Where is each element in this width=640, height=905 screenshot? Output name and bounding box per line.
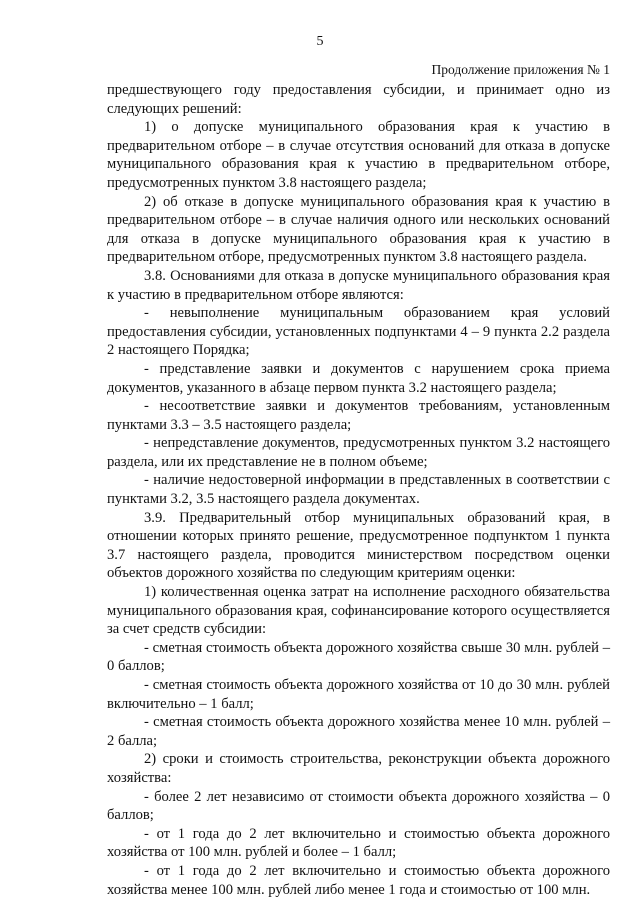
paragraph: - несоответствие заявки и документов требованиям, установленным пунктами 3.3 – 3.5 настоящего раздела; bbox=[107, 398, 610, 433]
paragraph: - представление заявки и документов с нарушением срока приема документов, указанного в абзаце первом пункта 3.2 настоящего раздела; bbox=[107, 360, 610, 396]
paragraph: 1) о допуске муниципального образования края к участию в предварительном отборе – в случае отсутствия оснований для отказа в допуске муниципального образования края к участию в предварительном отборе, предусмотренных пунктом 3.8 настоящего раздела; bbox=[107, 119, 610, 191]
paragraph: - сметная стоимость объекта дорожного хозяйства менее 10 млн. рублей – 2 балла; bbox=[107, 714, 610, 749]
paragraph: 1) количественная оценка затрат на исполнение расходного обязательства муниципального образования края, софинансирование которого осуществляется за счет средств субсидии: bbox=[107, 584, 610, 638]
appendix-continuation-note: Продолжение приложения № 1 bbox=[431, 62, 610, 77]
paragraph: - более 2 лет независимо от стоимости объекта дорожного хозяйства – 0 баллов; bbox=[107, 788, 610, 824]
paragraph: 3.8. Основаниями для отказа в допуске муниципального образования края к участию в предварительном отборе являются: bbox=[107, 267, 610, 303]
paragraph: 2) сроки и стоимость строительства, реконструкции объекта дорожного хозяйства: bbox=[107, 751, 610, 786]
paragraph: - от 1 года до 2 лет включительно и стоимостью объекта дорожного хозяйства менее 100 млн. рублей либо менее 1 года и стоимостью от 100 млн. bbox=[107, 862, 610, 898]
page-number: 5 bbox=[316, 34, 324, 49]
paragraph: - невыполнение муниципальным образованием края условий предоставления субсидии, установленных подпунктами 4 – 9 пункта 2.2 раздела 2 настоящего Порядка; bbox=[107, 305, 610, 359]
paragraph: - наличие недостоверной информации в представленных в соответствии с пунктами 3.2, 3.5 настоящего раздела документах. bbox=[107, 472, 610, 508]
paragraph: предшествующего году предоставления субсидии, и принимает одно из следующих решений: bbox=[107, 82, 610, 117]
document-body bbox=[107, 81, 610, 899]
paragraph: - сметная стоимость объекта дорожного хозяйства от 10 до 30 млн. рублей включительно – 1 балл; bbox=[107, 677, 610, 712]
paragraph: - непредставление документов, предусмотренных пунктом 3.2 настоящего раздела, или их представление не в полном объеме; bbox=[107, 435, 610, 470]
paragraph: 3.9. Предварительный отбор муниципальных образований края, в отношении которых принято решение, предусмотренное подпунктом 1 пункта 3.7 настоящего раздела, проводится министерством посредством оценки объектов дорожного хозяйства по следующим критериям оценки: bbox=[107, 509, 610, 582]
paragraph: - сметная стоимость объекта дорожного хозяйства свыше 30 млн. рублей – 0 баллов; bbox=[107, 639, 610, 675]
paragraph: - от 1 года до 2 лет включительно и стоимостью объекта дорожного хозяйства от 100 млн. рублей и более – 1 балл; bbox=[107, 825, 610, 861]
paragraph: 2) об отказе в допуске муниципального образования края к участию в предварительном отборе – в случае наличия одного или нескольких оснований для отказа в допуске муниципального образования края к участию в предварительном отборе, предусмотренных пунктом 3.8 настоящего раздела. bbox=[107, 193, 610, 266]
